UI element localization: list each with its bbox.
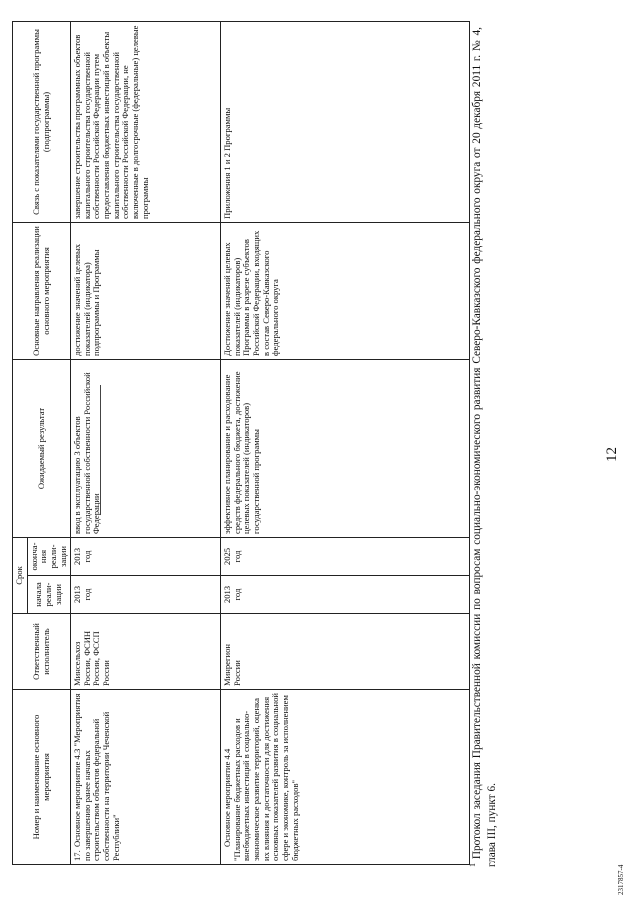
- end-cell: 2025 год: [221, 537, 470, 575]
- link-cell: Приложения 1 и 2 Программы: [221, 21, 470, 222]
- directions-cell: Достижение значений целевых показателей (индикаторов) Программы в разрезе субъектов Российской Федерации, входящих в состав Северо-Кавказского федерального округа: [221, 222, 470, 359]
- executor-cell: Минрегион России: [221, 614, 470, 690]
- header-link: Связь с показателями государственной программы (подпрограммы): [13, 21, 71, 222]
- end-cell: 2013 год: [71, 537, 221, 575]
- table-row: [221, 21, 470, 864]
- document-code: 2317857-4: [617, 864, 625, 895]
- table-row: [71, 21, 221, 864]
- measure-name: Основное мероприятие 4.3 "Мероприятия по завершению ранее начатых строительством объектов федеральной собственности на территории Чеченской Республики": [72, 693, 121, 861]
- directions-cell: достижение значений целевых показателей (индикатора) подпрограммы и Программы: [71, 222, 221, 359]
- measure-cell: [71, 690, 221, 865]
- measures-table: [12, 21, 470, 865]
- footnote-text: Протокол заседания Правительственной комиссии по вопросам социально-экономического развития Северо-Кавказского федерального округа от 20 декабря 2011 г. № 4, глава III, пункт 6.: [470, 27, 499, 867]
- header-end: оконча-ния реали-зации: [27, 537, 71, 575]
- header-executor: Ответственный исполнитель: [13, 614, 71, 690]
- footnote-marker: 1: [468, 863, 477, 867]
- start-cell: 2013 год: [221, 576, 470, 614]
- header-result: Ожидаемый результат: [13, 359, 71, 537]
- header-directions: Основные направления реализации основного мероприятия: [13, 222, 71, 359]
- link-cell: завершение строительства программных объектов капитального строительства государственной собственности Российской Федерации путем предоставления бюджетных инвестиций в объекты капитального строительства государственной собственности Российской Федерации, не включенные в долгосрочные (федеральные) целевые программы: [71, 21, 221, 222]
- measure-name: Основное мероприятие 4.4 "Планирование бюджетных расходов и внебюджетных инвестиций в социально-экономическое развитие территорий, оценка их влияния и достаточности для достижения основных показателей развития в социальной сфере и экономике, контроль за исполнением бюджетных расходов": [222, 693, 300, 861]
- header-start: начала реали-зации: [27, 576, 71, 614]
- page-number: 12: [604, 447, 620, 462]
- result-cell: эффективное планирование и расходование средств федерального бюджета, достижение целевых показателей (индикаторов) государственной программы: [221, 359, 470, 537]
- footnote: [468, 27, 500, 867]
- executor-cell: Минсельхоз России, ФСИН России, ФССП России: [71, 614, 221, 690]
- header-measure: Номер и наименование основного мероприятия: [13, 690, 71, 865]
- result-cell: ввод в эксплуатацию 3 объектов государственной собственности Российской Федерации: [71, 359, 221, 537]
- start-cell: 2013 год: [71, 576, 221, 614]
- footnote-separator: [100, 385, 101, 515]
- header-term: Срок: [13, 537, 28, 613]
- row-number: 17.: [72, 850, 83, 861]
- measure-cell: [221, 690, 470, 865]
- table-header-row: [13, 21, 28, 864]
